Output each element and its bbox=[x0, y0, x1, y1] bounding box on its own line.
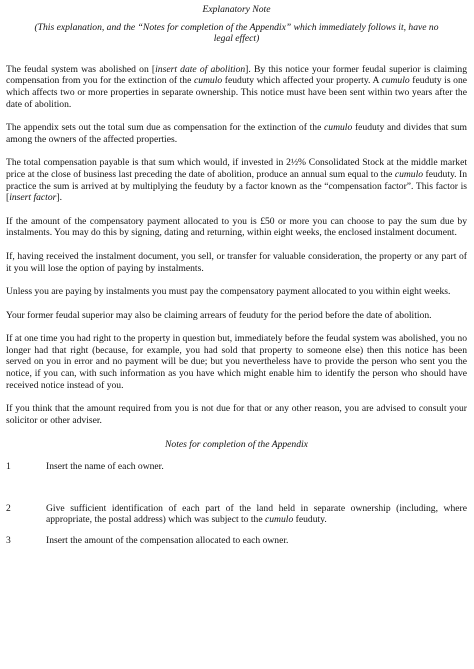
paragraph-payment-deadline: Unless you are paying by instalments you must pay the compensatory payment allocated to you within eight weeks. bbox=[6, 286, 451, 298]
note-text: Insert the amount of the compensation allocated to each owner. bbox=[46, 534, 289, 546]
paragraph-abolition bbox=[6, 64, 467, 110]
paragraph-compensation bbox=[6, 157, 467, 203]
note-number: 1 bbox=[6, 461, 11, 473]
paragraph-advice: If you think that the amount required from you is not due for that or any other reason, you are advised to consult your solicitor or other adviser. bbox=[6, 403, 467, 426]
text-run: The feudal system was abolished on [ bbox=[6, 63, 156, 75]
text-run: ]. By this notice your former feudal superior is claiming compensation from you for the extinction of the bbox=[6, 63, 467, 87]
text-run: feuduty. bbox=[293, 514, 327, 526]
italic-run: insert factor bbox=[9, 192, 57, 204]
italic-run: insert date of abolition bbox=[155, 63, 246, 75]
text-run: The appendix sets out the total sum due as compensation for the extinction of the bbox=[6, 122, 325, 134]
notes-heading: Notes for completion of the Appendix bbox=[165, 439, 308, 451]
italic-run: cumulo bbox=[265, 514, 294, 526]
text-run: feuduty. In practice the sum is arrived at by multiplying the feuduty by a factor known as the “compensation factor”. This factor is [ bbox=[6, 168, 467, 204]
note-item bbox=[6, 461, 467, 473]
document-title: Explanatory Note bbox=[202, 4, 271, 15]
text-run: feuduty and divides that sum among the owners of the affected properties. bbox=[6, 122, 467, 145]
paragraph-arrears: Your former feudal superior may also be claiming arrears of feuduty for the period before the date of abolition. bbox=[6, 309, 432, 321]
text-run: feuduty which affected your property. A bbox=[222, 75, 382, 87]
note-number: 2 bbox=[6, 502, 11, 514]
document-subtitle: (This explanation, and the “Notes for completion of the Appendix” which immediately follows it, have no legal effect) bbox=[34, 21, 439, 45]
text-run: The total compensation payable is that sum which would, if invested in 2½% Consolidated Stock at the middle market price at the close of business last preceding the date of abolition, produce an annual sum equal to the bbox=[6, 157, 467, 180]
paragraph-appendix bbox=[6, 122, 467, 145]
paragraph-transfer: If, having received the instalment document, you sell, or transfer for valuable consideration, the property or any part of it you will lose the option of paying by instalments. bbox=[6, 250, 467, 274]
paragraph-error: If at one time you had right to the property in question but, immediately before the feudal system was abolished, you no longer had that right (because, for example, you had sold that property to someone else) then this notice has been served on you in error and no payment will be due; but you nevertheless have to provide the person who sent you the notice, if you can, with such information as you have which might enable him to identify the person who should have received notice instead of you. bbox=[6, 333, 467, 391]
note-number: 3 bbox=[6, 534, 11, 546]
italic-run: cumulo bbox=[381, 75, 410, 87]
note-text bbox=[46, 503, 467, 526]
italic-run: cumulo bbox=[193, 75, 223, 87]
note-text: Insert the name of each owner. bbox=[46, 461, 164, 473]
italic-run: cumulo bbox=[324, 122, 353, 134]
note-item bbox=[6, 535, 467, 547]
italic-run: cumulo bbox=[394, 168, 424, 180]
note-item bbox=[6, 503, 467, 526]
paragraph-instalments: If the amount of the compensatory payment allocated to you is £50 or more you can choose to pay the sum due by instalments. You may do this by signing, dating and returning, within eight weeks, the enclosed instalment document. bbox=[6, 215, 467, 239]
text-run: Give sufficient identification of each part of the land held in separate ownership (including, where appropriate, the postal address) which was subject to the bbox=[46, 502, 467, 526]
text-run: ]. bbox=[56, 192, 62, 204]
text-run: feuduty is one which affects two or more properties in separate ownership. This notice must have been sent within two years after the date of abolition. bbox=[6, 75, 467, 110]
